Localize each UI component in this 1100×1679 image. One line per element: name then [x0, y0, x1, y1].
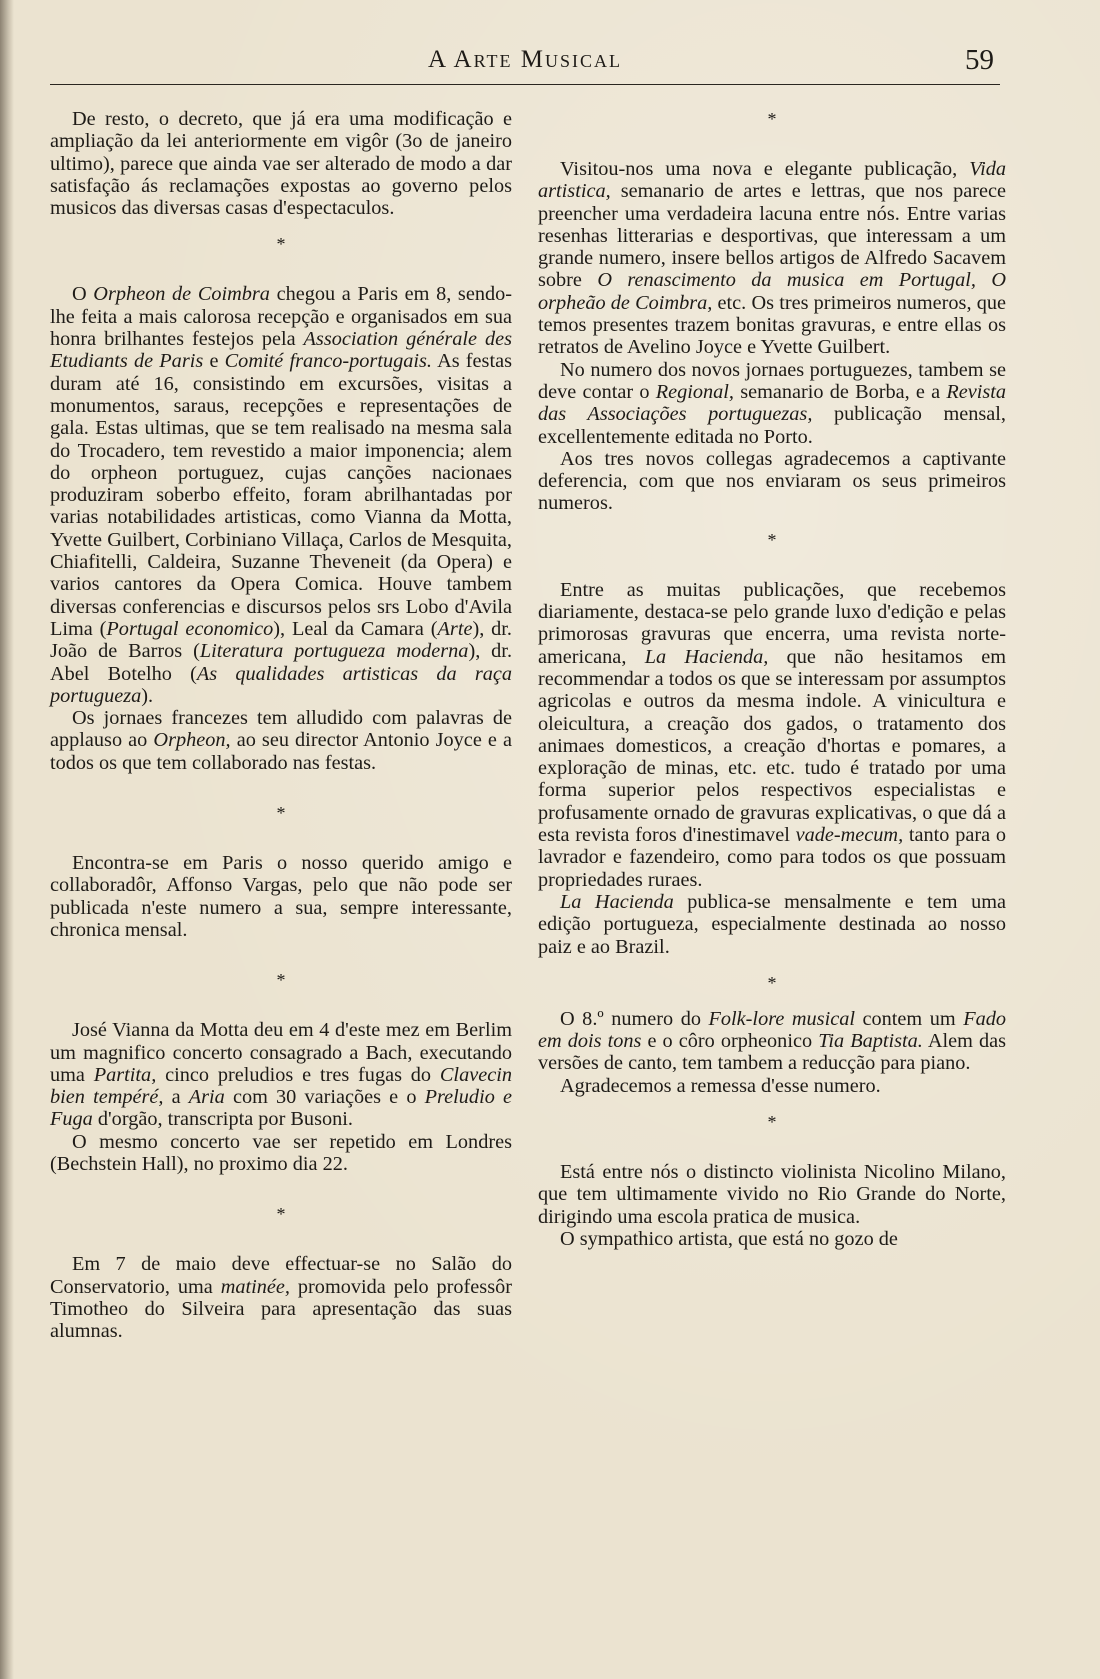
paragraph-vargas: Encontra-se em Paris o nosso querido amigo e collaboradôr, Affonso Vargas, pelo que não pode ser publicada n'este numero a sua, sempre interessante, chronica mensal. [50, 852, 512, 941]
left-column [50, 108, 512, 1618]
paragraph-orpheon: O Orpheon de Coimbra chegou a Paris em 8, sendo-lhe feita a mais calorosa recepção e organisados em sua honra brilhantes festejos pela Association générale des Etudiants de Paris e Comité franco-portugais. As festas duram até 16, consistindo em excursões, visitas a monumentos, saraus, recepções e representações de gala. Estas ultimas, que se tem realisado na mesma sala do Trocadero, tem revestido a maior imponencia; alem do orpheon portuguez, cujas canções nacionaes produziram soberbo effeito, foram abrilhantadas por varias notabilidades artisticas, como Vianna da Motta, Yvette Guilbert, Corbiniano Villaça, Carlos de Mesquita, Chiafitelli, Caldeira, Suzanne Theveneit (da Opera) e varios cantores da Opera Comica. Houve tambem diversas conferencias e discursos pelos srs Lobo d'Avila Lima (Portugal economico), Leal da Camara (Arte), dr. João de Barros (Literatura portugueza moderna), dr. Abel Botelho (As qualidades artisticas da raça portugueza). [50, 283, 513, 707]
paragraph-novos-jornaes: No numero dos novos jornaes portuguezes, tambem se deve contar o Regional, semanario de Borba, e a Revista das Associações portuguezas, publicação mensal, excellentemente editada no Porto. [538, 358, 1007, 448]
paragraph-agradecemos: Aos tres novos collegas agradecemos a captivante deferencia, com que nos enviaram os seus primeiros numeros. [538, 447, 1006, 515]
paragraph-remessa: Agradecemos a remessa d'esse numero. [560, 1074, 881, 1097]
section-asterisk: * [276, 234, 286, 255]
right-column [538, 108, 1006, 1618]
section-asterisk: * [767, 529, 777, 550]
section-asterisk: * [767, 972, 777, 993]
paragraph-folk-lore: O 8.º numero do Folk-lore musical contem um Fado em dois tons e o côro orpheonico Tia Baptista. Alem das versões de canto, tem tambem a reducção para piano. [538, 1007, 1007, 1075]
section-asterisk: * [767, 109, 777, 129]
paragraph-decreto: De resto, o decreto, que já era uma modificação e ampliação da lei anteriormente em vigôr (3o de janeiro ultimo), parece que ainda vae ser alterado de modo a dar satisfação ás reclamações expostas ao governo pelos musicos das diversas casas d'espectaculos. [50, 108, 512, 220]
paragraph-londres: O mesmo concerto vae ser repetido em Londres (Bechstein Hall), no proximo dia 22. [50, 1130, 512, 1175]
paragraph-hacienda-edicao: La Hacienda publica-se mensalmente e tem uma edição portugueza, especialmente destinada ao nosso paiz e ao Brazil. [538, 890, 1006, 958]
paragraph-la-hacienda: Entre as muitas publicações, que recebemos diariamente, destaca-se pelo grande luxo d'edição e pelas primorosas gravuras que encerra, uma revista norte-americana, La Hacienda, que não hesitamos em recommendar a todos os que se interessam por assumptos agricolas e outros da mesma indole. A vinicultura e oleicultura, a creação dos gados, o tratamento dos animaes domesticos, a creação d'hortas e pomares, a exploração de minas, etc. etc. tudo é tratado por uma forma superior pelos respectivos especialistas e profusamente ornado de gravuras explicativas, o que dá a esta revista foros d'inestimavel vade-mecum, tanto para o lavrador e fazendeiro, como para todos os que possuam propriedades ruraes. [538, 578, 1006, 891]
paragraph-vida-artistica: Visitou-nos uma nova e elegante publicação, Vida artistica, semanario de artes e lettras, que nos parece preencher uma verdadeira lacuna entre nós. Entre varias resenhas litterarias e desportivas, que interessam a um grande numero, insere bellos artigos de Alfredo Sacavem sobre O renascimento da musica em Portugal, O orpheão de Coimbra, etc. Os tres primeiros numeros, que temos presentes trazem bonitas gravuras, e entre ellas os retratos de Avelino Joyce e Yvette Guilbert. [538, 158, 1006, 359]
paragraph-matinee: Em 7 de maio deve effectuar-se no Salão do Conservatorio, uma matinée, promovida pelo professôr Timotheo do Silveira para apresentação das suas alumnas. [50, 1253, 512, 1343]
header-rule [50, 84, 1000, 85]
page-number: 59 [965, 44, 994, 76]
section-asterisk: * [767, 1111, 777, 1132]
binding-edge [0, 0, 14, 1679]
section-asterisk: * [276, 1204, 286, 1225]
paragraph-vianna-da-motta: José Vianna da Motta deu em 4 d'este mez em Berlim um magnifico concerto consagrado a Bach, executando uma Partita, cinco preludios e tres fugas do Clavecin bien tempéré, a Aria com 30 variações e o Preludio e Fuga d'orgão, transcripta por Busoni. [50, 1019, 512, 1131]
paragraph-nicolino-milano: Está entre nós o distincto violinista Nicolino Milano, que tem ultimamente vivido no Rio Grande do Norte, dirigindo uma escola pratica de musica. [538, 1160, 1006, 1228]
paragraph-jornaes-francezes: Os jornaes francezes tem alludido com palavras de applauso ao Orpheon, ao seu director Antonio Joyce e a todos os que tem collaborado nas festas. [50, 707, 512, 774]
running-header [50, 40, 1000, 86]
running-title: A Arte Musical [428, 46, 622, 73]
paragraph-sympathico-artista: O sympathico artista, que está no gozo de [560, 1227, 898, 1250]
section-asterisk: * [276, 803, 286, 824]
section-asterisk: * [276, 970, 286, 991]
